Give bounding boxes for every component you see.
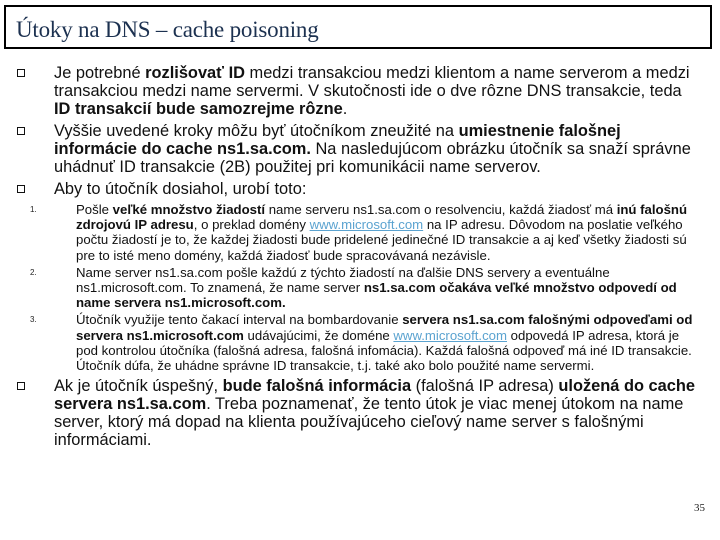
link[interactable]: www.microsoft.com [393, 327, 507, 343]
title-frame [4, 5, 712, 49]
text: Útočník využije tento čakací interval na bombardovanie [76, 312, 403, 328]
step-number: 2. [30, 267, 37, 277]
bullet-item [0, 64, 720, 118]
slide-content [0, 64, 720, 453]
bullet-text [54, 122, 691, 176]
step-number: 1. [30, 205, 37, 214]
text: (falošná IP adresa) [411, 377, 559, 396]
text: Aby to útočník dosiahol, urobí toto: [54, 180, 307, 198]
text: Pošle [76, 202, 113, 217]
bullet-text [54, 377, 695, 449]
text: udávajúcimi, že doméne [243, 327, 394, 343]
link[interactable]: www.microsoft.com [309, 217, 424, 233]
bold-text: umiestnenie falošnej informácie do cache ns1.sa.com. [54, 122, 621, 158]
page-number: 35 [694, 502, 705, 514]
text: Name server ns1.sa.com pošle každú z týchto žiadostí na ďalšie DNS servery a eventuálne ns1.microsoft.com. To znamená, že name server [76, 264, 610, 296]
bullet-text [54, 180, 306, 198]
bullet-item [0, 122, 720, 176]
text: odpovedá IP adresa, ktorá je pod kontrolou útočníka (falošná adresa, falošná infomácia). Každá falošná odpoveď má iné ID transakcie. Útočník dúfa, že uhádne správne ID transakcie, t.j. také ako bolo použité name servermi. [76, 327, 692, 374]
bold-text: inú falošnú zdrojovú IP adresu [76, 202, 688, 233]
text: Ak je útočník úspešný, [54, 377, 223, 396]
bold-text: ns1.sa.com očakáva veľké množstvo odpovedí od name servera ns1.microsoft.com. [76, 280, 677, 311]
square-bullet-icon [17, 382, 25, 390]
bullet-item [0, 180, 720, 198]
square-bullet-icon [17, 69, 25, 77]
bold-text: rozlišovať ID [145, 64, 245, 82]
bold-text: ID transakcií bude samozrejme rôzne [54, 100, 343, 118]
text: . Treba poznamenať, že tento útok je viac menej útokom na name server, ktorý má dopad na klienta používajúceho cieľový name server s falošnými informáciami. [54, 395, 684, 450]
step-text [76, 265, 677, 310]
text: . [342, 100, 348, 118]
bold-text: servera ns1.sa.com falošnými odpoveďami od servera ns1.microsoft.com [76, 312, 693, 343]
bullet-text [54, 64, 690, 118]
bold-text: bude falošná informácia [222, 377, 412, 396]
step-item [0, 202, 720, 263]
text: name serveru ns1.sa.com o resolvenciu, každá žiadosť má [265, 202, 617, 217]
slide-title: Útoky na DNS – cache poisoning [16, 17, 319, 42]
text: medzi transakciou medzi klientom a name serverom a medzi transakciou medzi name servermi. V skutočnosti ide o dve rôzne DNS transakcie, teda [54, 64, 690, 100]
steps-list [0, 202, 720, 373]
step-item [0, 312, 720, 373]
text: Vyššie uvedené kroky môžu byť útočníkom zneužité na [54, 122, 459, 140]
square-bullet-icon [17, 127, 25, 135]
step-text [76, 202, 687, 263]
step-item [0, 265, 720, 311]
step-text [76, 312, 692, 373]
text: Na nasledujúcom obrázku útočník sa snaží správne uhádnuť ID transakcie (2B) použitej pri komunikácii name serverov. [54, 140, 691, 176]
text: , o preklad domény [193, 217, 310, 233]
bold-text: veľké množstvo žiadostí [112, 202, 266, 217]
bullet-item [0, 377, 720, 449]
text: na IP adresu. Dôvodom na poslatie veľkého počtu žiadostí je to, že každej žiadosti bude pridelené jedinečné ID transakcie a aj keď všetky žiadosti sú pre to isté meno domény, každá žiadosť bude spracovávaná nezávisle. [76, 217, 687, 263]
bold-text: uložená do cache servera ns1.sa.com [54, 377, 696, 414]
square-bullet-icon [17, 185, 25, 193]
step-number: 3. [30, 315, 37, 325]
text: Je potrebné [54, 64, 146, 82]
